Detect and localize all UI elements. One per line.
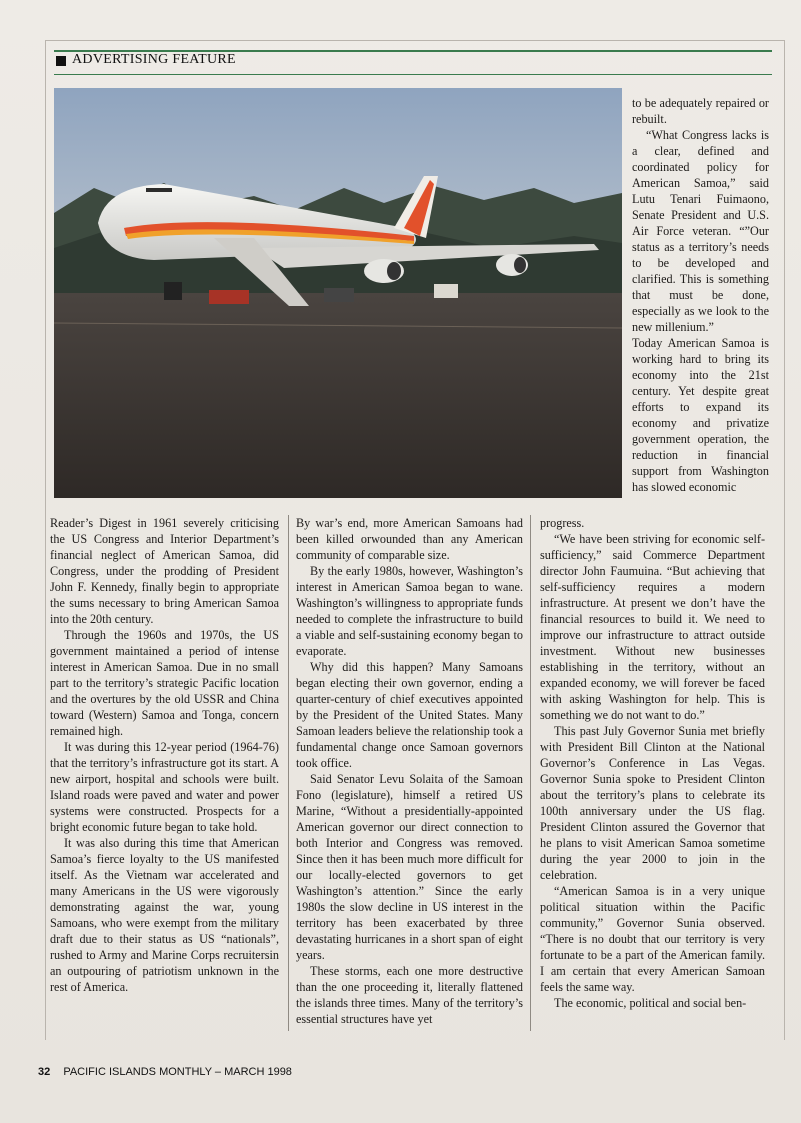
section-label: ADVERTISING FEATURE	[72, 52, 236, 67]
paragraph: Through the 1960s and 1970s, the US government maintained a period of intense interest in American Samoa. Due in no small part to the territory’s strategic Pacific location and the overtures by the old USSR and China toward (Western) Samoa and Tonga, concern remained high.	[50, 628, 279, 738]
column-divider	[288, 515, 289, 1031]
paragraph: By the early 1980s, however, Washington’s interest in American Samoa began to wane. Washington’s willingness to appropriate funds needed to complete the infrastructure to build a viable and self-sustaining economy began to evaporate.	[296, 564, 523, 658]
article-column-2	[296, 515, 523, 1027]
airport-photo	[54, 88, 622, 498]
article-column-3	[540, 515, 765, 1011]
page-frame-top	[45, 40, 784, 41]
page-footer	[38, 1066, 292, 1078]
paragraph: This past July Governor Sunia met briefly with President Bill Clinton at the National Governor’s Conference in Las Vegas. Governor Sunia spoke to President Clinton about the territory’s plans to celebrate its 100th anniversary under the US flag. President Clinton assured the Governor that he plans to visit American Samoa sometime during the year 2000 to join in the celebration.	[540, 724, 765, 882]
article-column-1	[50, 515, 279, 995]
paragraph: It was during this 12-year period (1964-76) that the territory’s infrastructure got its start. A new airport, hospital and schools were built. Island roads were paved and water and power systems were constructed. Prospects for a bright economic future began to take hold.	[50, 740, 279, 834]
paragraph: “American Samoa is in a very unique political situation within the Pacific community,” Governor Sunia observed. “There is no doubt that our territory is very fortunate to be a part of the American family. I am certain that every American Samoan feels the same way.	[540, 884, 765, 994]
page-frame-right	[784, 40, 785, 1040]
paragraph: These storms, each one more destructive than the one proceeding it, literally flattened the islands three times. Many of the territory’s essential structures have yet	[296, 964, 523, 1026]
column-divider	[530, 515, 531, 1031]
paragraph: Said Senator Levu Solaita of the Samoan Fono (legislature), himself a retired US Marine, “Without a presidentially-appointed American governor our direct connection to both Interior and Congress was removed. Since then it has been much more difficult for our locally-elected governors to get Washington’s attention.” Since the early 1980s the slow decline in US interest in the territory has been exacerbated by three devastating hurricanes in a short span of eight years.	[296, 772, 523, 962]
paragraph: By war’s end, more American Samoans had been killed orwounded than any American community of comparable size.	[296, 516, 523, 562]
paragraph: It was also during this time that American Samoa’s fierce loyalty to the US manifested itself. As the Vietnam war accelerated and many Americans in the US were vigorously demonstrating against the war, young Samoans, who were exempt from the military draft due to their status as US “nationals”, rushed to Army and Marine Corps recruitersin an outpouring of patriotism unknown in the rest of America.	[50, 836, 279, 994]
page-frame-left	[45, 40, 46, 1040]
sidebar-column	[632, 95, 769, 495]
paragraph: “What Congress lacks is a clear, defined and coordinated policy for American Samoa,” said Lutu Tenari Fuimaono, Senate President and U.S. Air Force veteran. “”Our status as a territory’s needs to be developed and clarified. This is something that must be done, especially as we look to the new millenium.”	[632, 128, 769, 334]
aircraft-illustration	[54, 88, 622, 498]
paragraph: The economic, political and social ben-	[554, 996, 747, 1010]
paragraph: “We have been striving for economic self-sufficiency,” said Commerce Department director John Faumuina. “But achieving that self-sufficiency requires a modern infrastructure. At present we don’t have the financial resources to build it. We need to improve our infrastructure to attract outside investment. Without new businesses establishing in the territory, without an expanded economy, we will forever be faced with asking Washington for help. This is something we do not want to do.”	[540, 532, 765, 722]
paragraph: Today American Samoa is working hard to bring its economy into the 21st century. Yet despite great efforts to expand its economy and privatize government operation, the reduction in financial support from Washington has slowed economic	[632, 336, 769, 494]
paragraph: Why did this happen? Many Samoans began electing their own governor, ending a quarter-century of chief executives appointed by the President of the United States. Many Samoan leaders believe the relationship took a fundamental change once Samoan governors took office.	[296, 660, 523, 770]
publication-info: PACIFIC ISLANDS MONTHLY – MARCH 1998	[63, 1066, 292, 1078]
page-number: 32	[38, 1066, 51, 1078]
paragraph: Reader’s Digest in 1961 severely criticising the US Congress and Interior Department’s financial neglect of American Samoa, did Congress, under the prodding of President John F. Kennedy, finally begin to appropriate the sums necessary to bring American Samoa into the 20th century.	[50, 516, 279, 626]
header-square-icon	[56, 56, 66, 66]
paragraph: progress.	[540, 516, 585, 530]
paragraph: to be adequately repaired or rebuilt.	[632, 96, 769, 126]
